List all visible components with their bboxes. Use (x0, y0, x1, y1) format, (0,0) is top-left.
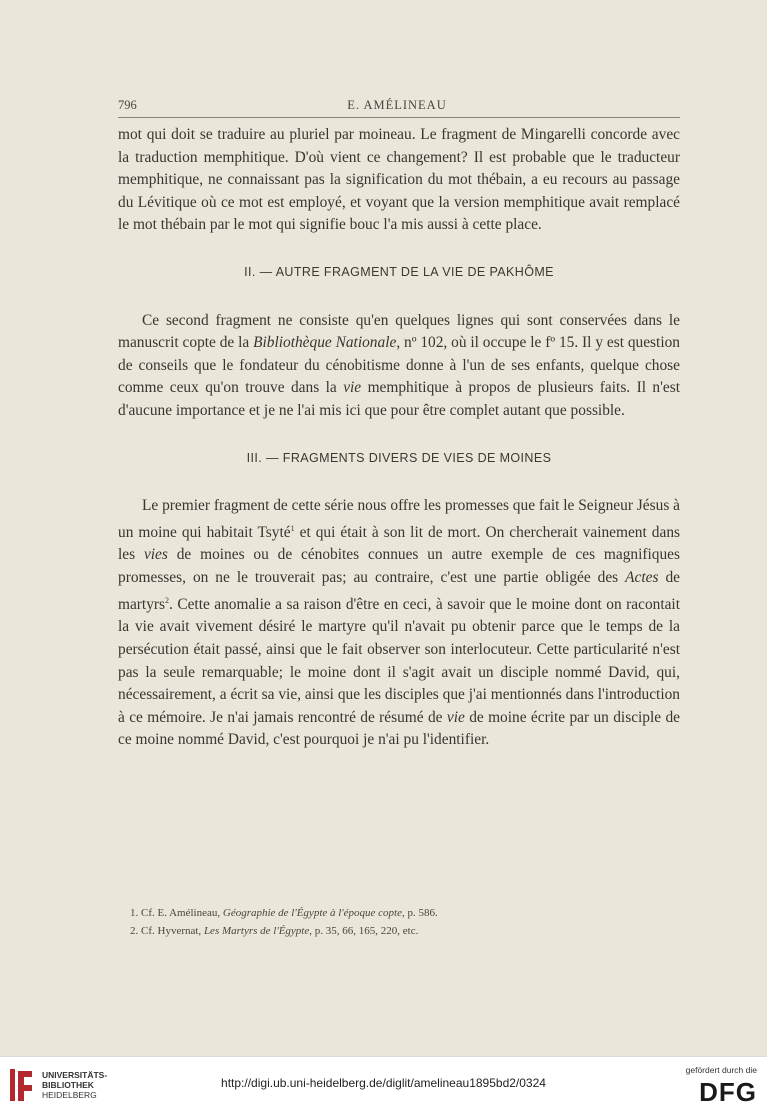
footnote-ref-1: 1 (290, 523, 295, 533)
library-name: UNIVERSITÄTS- BIBLIOTHEK HEIDELBERG (42, 1070, 108, 1100)
running-title: E. AMÉLINEAU (347, 98, 447, 112)
header-rule (118, 117, 680, 118)
permalink-url[interactable]: http://digi.ub.uni-heidelberg.de/diglit/amelineau1895bd2/0324 (221, 1076, 546, 1090)
section-heading-ii: II. — AUTRE FRAGMENT DE LA VIE DE PAKHÔME (244, 264, 554, 279)
section-heading-iii: III. — FRAGMENTS DIVERS DE VIES DE MOINES (246, 450, 552, 465)
paragraph-3: Le premier fragment de cette série nous offre les promesses que fait le Seigneur Jésus à un moine qui habitait Tsyté$^1$ et qui était à son lit de mort. On chercherait vainement dans les vies de moines ou de cénobites connues un autre exemple de ces magnifiques promesses, on ne le trouverait pas; au contraire, c'est une partie obligée des Actes de martyrs$^2$. Cette anomalie a sa raison d'être en ceci, à savoir que le moine dont on racontait la vie avait vivement désiré le martyre qu'il n'avait pu obtenir parce que le temps de la persécution était passé, ainsi que le fait observer son interlocuteur. Cette particularité n'est pas la seule remarquable; le moine dont il s'agit avait un disciple nommé David, qui, nécessairement, a écrit sa vie, ainsi que les disciples que j'ai mentionnés dans l'introduction à ce mémoire. Je n'ai jamais rencontré de résumé de vie de moine écrite par un disciple de ce moine nommé David, c'est pourquoi je n'ai pu l'identifier. (118, 497, 681, 749)
footnotes (130, 904, 680, 940)
running-header (118, 98, 676, 116)
footnote-1: 1. Cf. E. Amélineau, Géographie de l'Égypte à l'époque copte, p. 586. (130, 907, 438, 919)
viewer-footer (0, 1056, 767, 1113)
main-text (118, 124, 680, 752)
paragraph-1: mot qui doit se traduire au pluriel par moineau. Le fragment de Mingarelli concorde avec la traduction memphitique. D'où vient ce changement? Il est probable que le traducteur memphitique, ne connaissant pas la signification du mot thébain, a eu recours au passage du Lévitique où ce mot est employé, et voyant que la version memphitique avait remplacé le mot thébain par le mot qui signifie bouc l'a mis aussi à cette place. (118, 126, 680, 234)
paragraph-2: Ce second fragment ne consiste qu'en quelques lignes qui sont conservées dans le manuscrit copte de la Bibliothèque Nationale, nº 102, où il occupe le fº 15. Il y est question de conseils que le fondateur du cénobitisme donne à l'un de ses enfants, quelque chose comme ceux qu'on trouve dans la vie memphitique à propos de plusieurs faits. Il n'est d'aucune importance et je ne l'ai mis ici que pour être complet autant que possible. (118, 311, 680, 419)
footnote-ref-2: 2 (165, 595, 170, 605)
dfg-logo: DFG (699, 1077, 757, 1107)
funded-by-label: gefördert durch die (685, 1065, 757, 1075)
page-number: 796 (118, 98, 137, 112)
footnote-2: 2. Cf. Hyvernat, Les Martyrs de l'Égypte, p. 35, 66, 165, 220, etc. (130, 925, 419, 937)
